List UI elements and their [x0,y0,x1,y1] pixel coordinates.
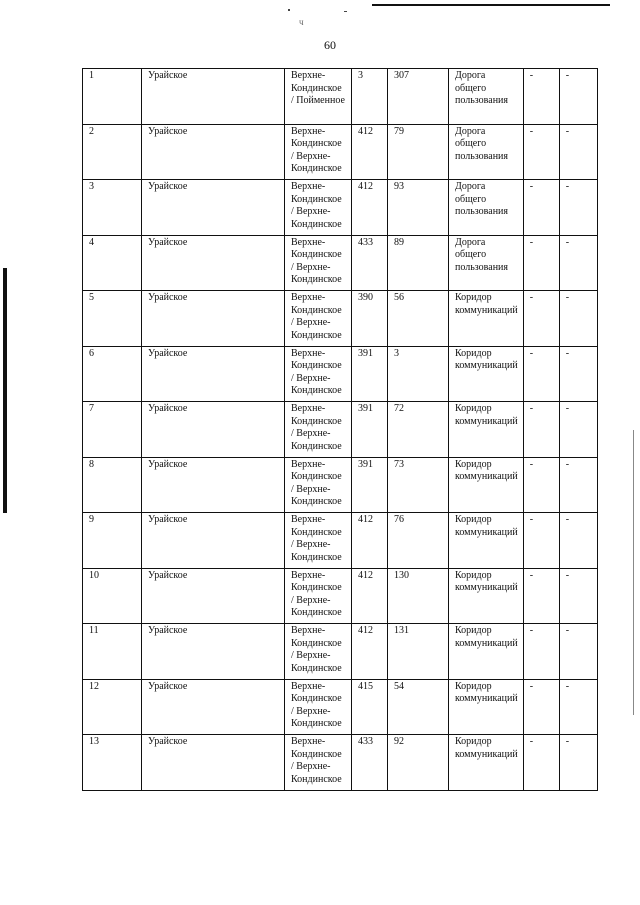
parcel-number-cell: 56 [388,291,449,347]
dash-cell: - [523,235,559,291]
parcel-number-cell: 73 [388,457,449,513]
parcel-number-cell: 93 [388,180,449,236]
table-row [83,346,598,402]
row-number-cell: 7 [83,402,142,458]
block-number-cell: 3 [352,69,388,125]
table-row [83,457,598,513]
purpose-cell: Коридор коммуникаций [449,291,524,347]
table-row [83,69,598,125]
table-body [83,69,598,791]
scan-speck [288,9,290,11]
purpose-cell: Дорога общего пользования [449,69,524,125]
district-cell: Верхне-Кондинское / Пойменное [285,69,352,125]
block-number-cell: 412 [352,513,388,569]
dash-cell: - [559,735,597,791]
row-number-cell: 2 [83,124,142,180]
district-cell: Верхне-Кондинское / Верхне-Кондинское [285,568,352,624]
dash-cell: - [559,124,597,180]
scan-mark: ч [299,17,304,27]
parcel-number-cell: 79 [388,124,449,180]
settlement-cell: Урайское [142,402,285,458]
dash-cell: - [559,457,597,513]
table-row [83,624,598,680]
row-number-cell: 10 [83,568,142,624]
dash-cell: - [523,402,559,458]
district-cell: Верхне-Кондинское / Верхне-Кондинское [285,402,352,458]
dash-cell: - [559,180,597,236]
settlement-cell: Урайское [142,235,285,291]
district-cell: Верхне-Кондинское / Верхне-Кондинское [285,624,352,680]
dash-cell: - [523,291,559,347]
settlement-cell: Урайское [142,346,285,402]
block-number-cell: 390 [352,291,388,347]
block-number-cell: 412 [352,624,388,680]
parcel-number-cell: 92 [388,735,449,791]
purpose-cell: Коридор коммуникаций [449,457,524,513]
parcel-number-cell: 89 [388,235,449,291]
parcel-number-cell: 3 [388,346,449,402]
district-cell: Верхне-Кондинское / Верхне-Кондинское [285,735,352,791]
row-number-cell: 6 [83,346,142,402]
settlement-cell: Урайское [142,124,285,180]
district-cell: Верхне-Кондинское / Верхне-Кондинское [285,180,352,236]
scan-speck [344,11,347,12]
settlement-cell: Урайское [142,457,285,513]
row-number-cell: 3 [83,180,142,236]
dash-cell: - [523,124,559,180]
block-number-cell: 412 [352,124,388,180]
purpose-cell: Дорога общего пользования [449,235,524,291]
dash-cell: - [523,568,559,624]
settlement-cell: Урайское [142,568,285,624]
land-parcels-table [82,68,598,791]
parcel-number-cell: 54 [388,679,449,735]
parcel-number-cell: 307 [388,69,449,125]
parcel-number-cell: 130 [388,568,449,624]
dash-cell: - [559,291,597,347]
table-row [83,402,598,458]
district-cell: Верхне-Кондинское / Верхне-Кондинское [285,291,352,347]
row-number-cell: 9 [83,513,142,569]
row-number-cell: 13 [83,735,142,791]
settlement-cell: Урайское [142,624,285,680]
block-number-cell: 433 [352,735,388,791]
dash-cell: - [559,402,597,458]
dash-cell: - [523,624,559,680]
left-scan-bar [3,268,7,513]
row-number-cell: 4 [83,235,142,291]
block-number-cell: 391 [352,346,388,402]
block-number-cell: 391 [352,402,388,458]
table-row [83,291,598,347]
table-row [83,235,598,291]
dash-cell: - [523,513,559,569]
dash-cell: - [559,69,597,125]
purpose-cell: Дорога общего пользования [449,124,524,180]
purpose-cell: Коридор коммуникаций [449,735,524,791]
dash-cell: - [523,346,559,402]
purpose-cell: Дорога общего пользования [449,180,524,236]
block-number-cell: 391 [352,457,388,513]
settlement-cell: Урайское [142,69,285,125]
table-row [83,568,598,624]
district-cell: Верхне-Кондинское / Верхне-Кондинское [285,346,352,402]
dash-cell: - [559,235,597,291]
dash-cell: - [559,624,597,680]
block-number-cell: 412 [352,180,388,236]
dash-cell: - [559,679,597,735]
block-number-cell: 412 [352,568,388,624]
purpose-cell: Коридор коммуникаций [449,679,524,735]
block-number-cell: 433 [352,235,388,291]
top-scan-rule [372,4,610,6]
dash-cell: - [523,457,559,513]
row-number-cell: 5 [83,291,142,347]
district-cell: Верхне-Кондинское / Верхне-Кондинское [285,513,352,569]
table-row [83,679,598,735]
purpose-cell: Коридор коммуникаций [449,624,524,680]
row-number-cell: 8 [83,457,142,513]
dash-cell: - [523,679,559,735]
row-number-cell: 11 [83,624,142,680]
row-number-cell: 1 [83,69,142,125]
district-cell: Верхне-Кондинское / Верхне-Кондинское [285,679,352,735]
parcel-number-cell: 76 [388,513,449,569]
purpose-cell: Коридор коммуникаций [449,402,524,458]
table-row [83,124,598,180]
parcel-number-cell: 72 [388,402,449,458]
table-row [83,735,598,791]
purpose-cell: Коридор коммуникаций [449,513,524,569]
dash-cell: - [559,568,597,624]
dash-cell: - [559,346,597,402]
purpose-cell: Коридор коммуникаций [449,346,524,402]
settlement-cell: Урайское [142,735,285,791]
district-cell: Верхне-Кондинское / Верхне-Кондинское [285,235,352,291]
settlement-cell: Урайское [142,291,285,347]
table-row [83,180,598,236]
dash-cell: - [523,735,559,791]
block-number-cell: 415 [352,679,388,735]
page-number: 60 [324,38,336,52]
district-cell: Верхне-Кондинское / Верхне-Кондинское [285,124,352,180]
dash-cell: - [523,69,559,125]
dash-cell: - [559,513,597,569]
table-row [83,513,598,569]
right-scan-line [633,430,634,715]
parcel-number-cell: 131 [388,624,449,680]
settlement-cell: Урайское [142,513,285,569]
settlement-cell: Урайское [142,679,285,735]
district-cell: Верхне-Кондинское / Верхне-Кондинское [285,457,352,513]
row-number-cell: 12 [83,679,142,735]
purpose-cell: Коридор коммуникаций [449,568,524,624]
dash-cell: - [523,180,559,236]
settlement-cell: Урайское [142,180,285,236]
